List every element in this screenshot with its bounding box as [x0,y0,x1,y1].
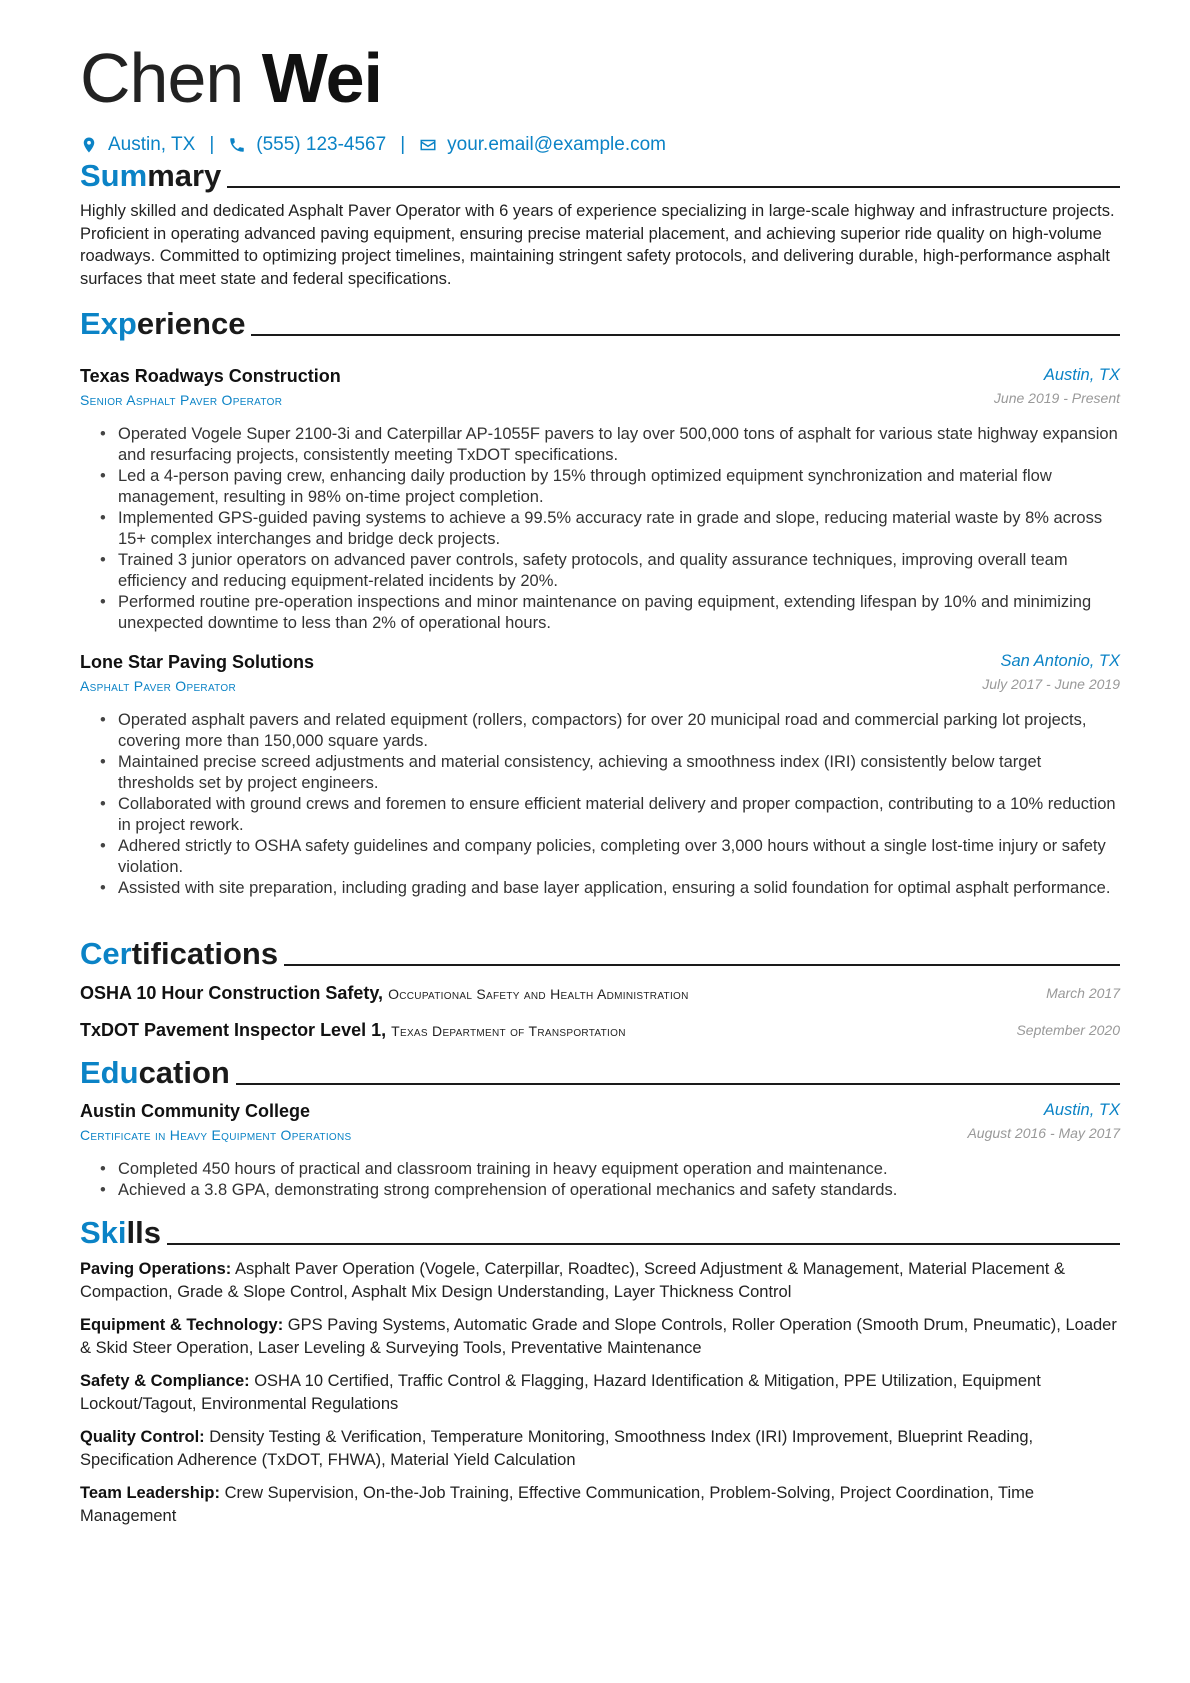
contact-phone[interactable] [228,134,386,156]
section-divider [284,964,1120,966]
list-item: • Led a 4-person paving crew, enhancing daily production by 15% through optimized equipment synchronization and material flow management, resulting in 98% on-time project completion. [118,466,1120,508]
education-bullets [118,1159,1120,1201]
education-dates: August 2016 - May 2017 [967,1125,1120,1141]
job-company: Lone Star Paving Solutions [80,652,315,672]
section-title-summary [80,154,1120,194]
section-title-experience [80,302,1120,342]
skill-group-label: Paving Operations: [80,1260,232,1278]
list-item: • Performed routine pre-operation inspections and minor maintenance on paving equipment, extending lifespan by 10% and minimizing unexpected downtime to less than 2% of operational hours. [118,592,1120,634]
skill-group-text: GPS Paving Systems, Automatic Grade and Slope Controls, Roller Operation (Smooth Drum, Pneumatic), Loader & Skid Steer Operation, Laser Leveling & Surveying Tools, Preventative Maintenance [80,1316,1117,1357]
job-dates: June 2019 - Present [993,390,1120,406]
section-title-education [80,1051,1120,1091]
school-name: Austin Community College [80,1101,311,1121]
skill-group-label: Team Leadership: [80,1484,220,1502]
certification-entry: OSHA 10 Hour Construction Safety, Occupational Safety and Health Administration March 2017 [80,983,1120,1003]
job-bullets [118,710,1120,899]
skill-group [80,1258,1120,1303]
section-title-rest: cation [138,1055,230,1090]
school-location: Austin, TX [1043,1101,1120,1119]
certification-name: TxDOT Pavement Inspector Level 1 [80,1020,382,1040]
list-item: • Operated Vogele Super 2100-3i and Caterpillar AP-1055F pavers to lay over 500,000 tons of asphalt for various state highway expansion and resurfacing projects, consistently meeting TxDOT specifications. [118,424,1120,466]
job-company: Texas Roadways Construction [80,366,341,386]
list-item: • Implemented GPS-guided paving systems to achieve a 99.5% accuracy rate in grade and slope, reducing material waste by 8% across 15+ complex interchanges and bridge deck projects. [118,508,1120,550]
list-item: • Trained 3 junior operators on advanced paver controls, safety protocols, and quality assurance techniques, improving overall team efficiency and reducing equipment-related incidents by 20%. [118,550,1120,592]
candidate-name [80,38,382,118]
skill-group-label: Safety & Compliance: [80,1372,250,1390]
list-item: • Operated asphalt pavers and related equipment (rollers, compactors) for over 20 municipal road and commercial parking lot projects, covering more than 150,000 square yards. [118,710,1120,752]
summary-text: Highly skilled and dedicated Asphalt Paver Operator with 6 years of experience specializing in large-scale highway and infrastructure projects. Proficient in operating advanced paving equipment, ensuring precise material placement, and achieving superior ride quality on high-volume roadways. Committed to optimizing project timelines, maintaining stringent safety protocols, and delivering durable, high-performance asphalt surfaces that meet state and federal specifications. [80,202,1115,288]
skill-group-text: OSHA 10 Certified, Traffic Control & Flagging, Hazard Identification & Mitigation, PPE Utilization, Equipment Lockout/Tagout, Environmental Regulations [80,1372,1041,1413]
job-location: Austin, TX [1043,366,1120,384]
contact-separator: | [209,134,215,155]
certification-date: March 2017 [1046,985,1120,1001]
email-link[interactable]: your.email@example.com [447,134,666,155]
skill-group [80,1482,1120,1527]
list-item: • Completed 450 hours of practical and classroom training in heavy equipment operation and maintenance. [118,1159,1120,1180]
phone-text[interactable]: (555) 123-4567 [256,134,387,155]
skill-group-text: Asphalt Paver Operation (Vogele, Caterpillar, Roadtec), Screed Adjustment & Management, Material Placement & Compaction, Grade & Slope Control, Asphalt Mix Design Understanding, Layer Thickness Control [80,1260,1065,1301]
section-title-highlight: Ski [80,1215,127,1250]
section-title-rest: tifications [131,936,279,971]
contact-location [80,134,195,156]
contact-line [80,134,666,156]
section-title-highlight: Cer [80,936,132,971]
skill-group [80,1370,1120,1415]
map-pin-icon [80,136,98,154]
section-title-highlight: Edu [80,1055,139,1090]
list-item: • Achieved a 3.8 GPA, demonstrating strong comprehension of operational mechanics and safety standards. [118,1180,1120,1201]
skill-group-label: Quality Control: [80,1428,205,1446]
section-title-certifications [80,932,1120,972]
job-location: San Antonio, TX [1000,652,1120,670]
section-title-highlight: Exp [80,306,137,341]
certification-name: OSHA 10 Hour Construction Safety [80,983,379,1003]
list-item: • Collaborated with ground crews and foremen to ensure efficient material delivery and proper compaction, contributing to a 10% reduction in project rework. [118,794,1120,836]
list-item: • Adhered strictly to OSHA safety guidelines and company policies, completing over 3,000 hours without a single lost-time injury or safety violation. [118,836,1120,878]
skill-group-text: Crew Supervision, On-the-Job Training, Effective Communication, Problem-Solving, Project Coordination, Time Management [80,1484,1035,1525]
job-bullets [118,424,1120,634]
degree-name: Certificate in Heavy Equipment Operations [80,1127,352,1143]
section-title-highlight: Sum [80,158,148,193]
section-divider [251,334,1120,336]
certification-issuer: Texas Department of Transportation [391,1023,626,1039]
section-title-rest: mary [147,158,222,193]
section-title-rest: erience [136,306,246,341]
envelope-icon [419,136,437,154]
section-title-skills [80,1211,1120,1251]
section-title-rest: lls [126,1215,161,1250]
job-dates: July 2017 - June 2019 [982,676,1120,692]
section-divider [227,186,1120,188]
list-item: • Assisted with site preparation, including grading and base layer application, ensuring a solid foundation for optimal asphalt performance. [118,878,1120,899]
certification-issuer: Occupational Safety and Health Administration [388,986,689,1002]
certification-entry: TxDOT Pavement Inspector Level 1, Texas Department of Transportation September 2020 [80,1020,1120,1040]
first-name: Chen [80,39,244,117]
skill-group [80,1426,1120,1471]
skill-group-label: Equipment & Technology: [80,1316,284,1334]
phone-icon [228,136,246,154]
contact-separator: | [400,134,406,155]
contact-email[interactable] [419,134,666,156]
skill-group-text: Density Testing & Verification, Temperature Monitoring, Smoothness Index (IRI) Improvement, Blueprint Reading, Specification Adherence (TxDOT, FHWA), Material Yield Calculation [80,1428,1034,1469]
list-item: • Maintained precise screed adjustments and material consistency, achieving a smoothness index (IRI) consistently below target thresholds set by project engineers. [118,752,1120,794]
last-name: Wei [261,39,382,117]
job-title: Senior Asphalt Paver Operator [80,392,283,408]
job-title: Asphalt Paver Operator [80,678,237,694]
skill-group [80,1314,1120,1359]
certification-date: September 2020 [1016,1022,1120,1038]
location-text: Austin, TX [108,134,196,155]
section-divider [236,1083,1120,1085]
section-divider [167,1243,1120,1245]
